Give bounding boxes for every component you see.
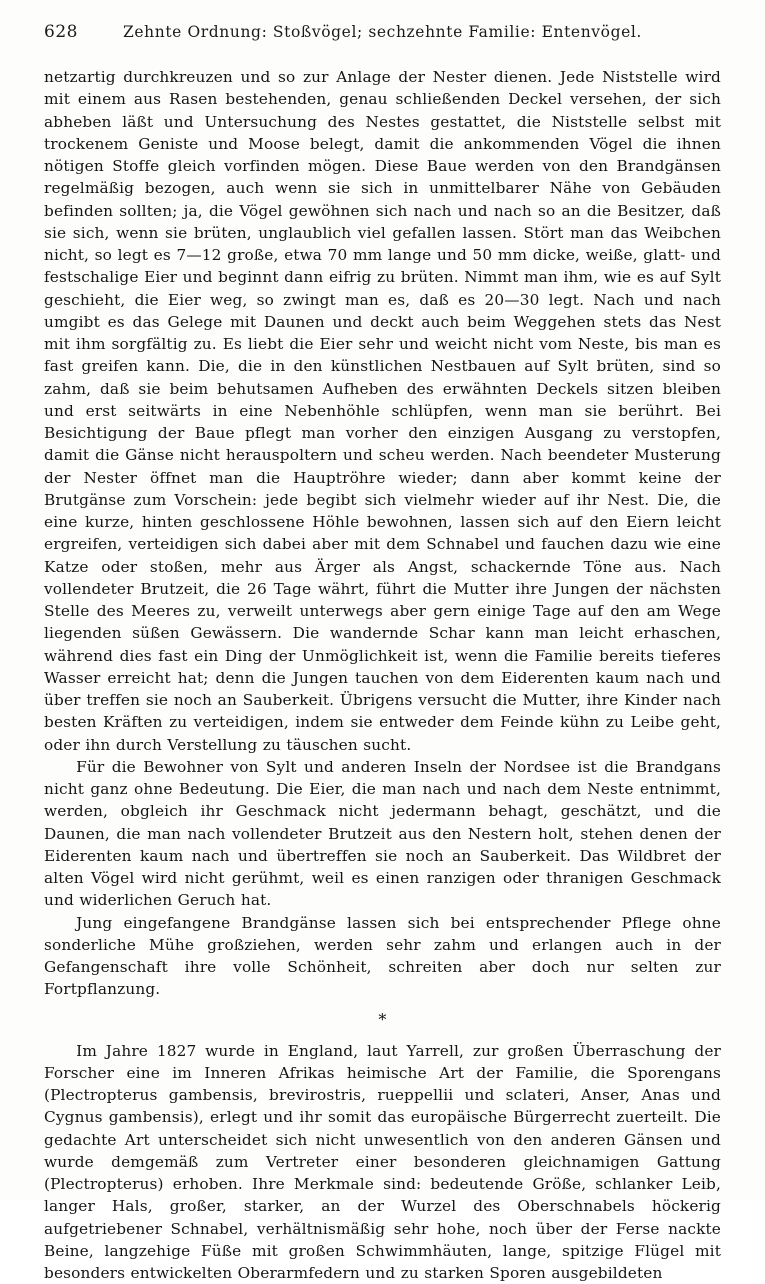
section-separator: * [44,1012,721,1028]
page-number: 628 [44,22,102,42]
page-header [44,22,721,52]
paragraph-2: Für die Bewohner von Sylt und anderen Inseln der Nordsee ist die Brandgans nicht ganz ohne Bedeutung. Die Eier, die man nach und nach dem Neste entnimmt, werden, obgleich ihr Geschmack nicht jedermann behagt, geschätzt, und die Daunen, die man nach vollendeter Brutzeit aus den Nestern holt, stehen denen der Eiderenten kaum nach und übertreffen sie noch an Sauberkeit. Das Wildbret der alten Vögel wird nicht gerühmt, weil es einen ranzigen oder thranigen Geschmack und widerlichen Geruch hat. [44,756,721,912]
paragraph-3: Jung eingefangene Brandgänse lassen sich bei entsprechender Pflege ohne sonderliche Mühe großziehen, werden sehr zahm und erlangen auch in der Gefangenschaft ihre volle Schönheit, schreiten aber doch nur selten zur Fortpflanzung. [44,912,721,1001]
running-title: Zehnte Ordnung: Stoßvögel; sechzehnte Familie: Entenvögel. [102,23,663,42]
page-body [44,66,721,1284]
paragraph-1: netzartig durchkreuzen und so zur Anlage der Nester dienen. Jede Niststelle wird mit einem aus Rasen bestehenden, genau schließenden Deckel versehen, der sich abheben läßt und Untersuchung des Nestes gestattet, die Niststelle selbst mit trockenem Geniste und Moose belegt, damit die ankommenden Vögel die ihnen nötigen Stoffe gleich vorfinden mögen. Diese Baue werden von den Brandgänsen regelmäßig bezogen, auch wenn sie sich in unmittelbarer Nähe von Gebäuden befinden sollten; ja, die Vögel gewöhnen sich nach und nach so an die Besitzer, daß sie sich, wenn sie brüten, unglaublich viel gefallen lassen. Stört man das Weibchen nicht, so legt es 7—12 große, etwa 70 mm lange und 50 mm dicke, weiße, glatt- und festschalige Eier und beginnt dann eifrig zu brüten. Nimmt man ihm, wie es auf Sylt geschieht, die Eier weg, so zwingt man es, daß es 20—30 legt. Nach und nach umgibt es das Gelege mit Daunen und deckt auch beim Weggehen stets das Nest mit ihm sorgfältig zu. Es liebt die Eier sehr und weicht nicht vom Neste, bis man es fast greifen kann. Die, die in den künstlichen Nestbauen auf Sylt brüten, sind so zahm, daß sie beim behutsamen Aufheben des erwähnten Deckels sitzen bleiben und erst seitwärts in eine Nebenhöhle schlüpfen, wenn man sie berührt. Bei Besichtigung der Baue pflegt man vorher den einzigen Ausgang zu verstopfen, damit die Gänse nicht herauspoltern und scheu werden. Nach beendeter Musterung der Nester öffnet man die Hauptröhre wieder; dann aber kommt keine der Brutgänse zum Vorschein: jede begibt sich vielmehr wieder auf ihr Nest. Die, die eine kurze, hinten geschlossene Höhle bewohnen, lassen sich auf den Eiern leicht ergreifen, verteidigen sich dabei aber mit dem Schnabel und fauchen dazu wie eine Katze oder stoßen, mehr aus Ärger als Angst, schackernde Töne aus. Nach vollendeter Brutzeit, die 26 Tage währt, führt die Mutter ihre Jungen der nächsten Stelle des Meeres zu, verweilt unterwegs aber gern einige Tage auf den am Wege liegenden süßen Gewässern. Die wandernde Schar kann man leicht erhaschen, während dies fast ein Ding der Unmöglichkeit ist, wenn die Familie bereits tieferes Wasser erreicht hat; denn die Jungen tauchen von dem Eiderenten kaum nach und über treffen sie noch an Sauberkeit. Übrigens versucht die Mutter, ihre Kinder nach besten Kräften zu verteidigen, indem sie entweder dem Feinde kühn zu Leibe geht, oder ihn durch Verstellung zu täuschen sucht. [44,66,721,756]
paragraph-4: Im Jahre 1827 wurde in England, laut Yarrell, zur großen Überraschung der Forscher eine im Inneren Afrikas heimische Art der Familie, die Sporengans (Plectropterus gambensis, brevirostris, rueppellii und sclateri, Anser, Anas und Cygnus gambensis), erlegt und ihr somit das europäische Bürgerrecht zuerteilt. Die gedachte Art unterscheidet sich nicht unwesentlich von den anderen Gänsen und wurde demgemäß zum Vertreter einer besonderen gleichnamigen Gattung (Plectropterus) erhoben. Ihre Merkmale sind: bedeutende Größe, schlanker Leib, langer Hals, großer, starker, an der Wurzel des Oberschnabels höckerig aufgetriebener Schnabel, verhältnismäßig sehr hohe, noch über der Ferse nackte Beine, langzehige Füße mit großen Schwimmhäuten, lange, spitzige Flügel mit besonders entwickelten Oberarmfedern und zu starken Sporen ausgebildeten [44,1040,721,1284]
